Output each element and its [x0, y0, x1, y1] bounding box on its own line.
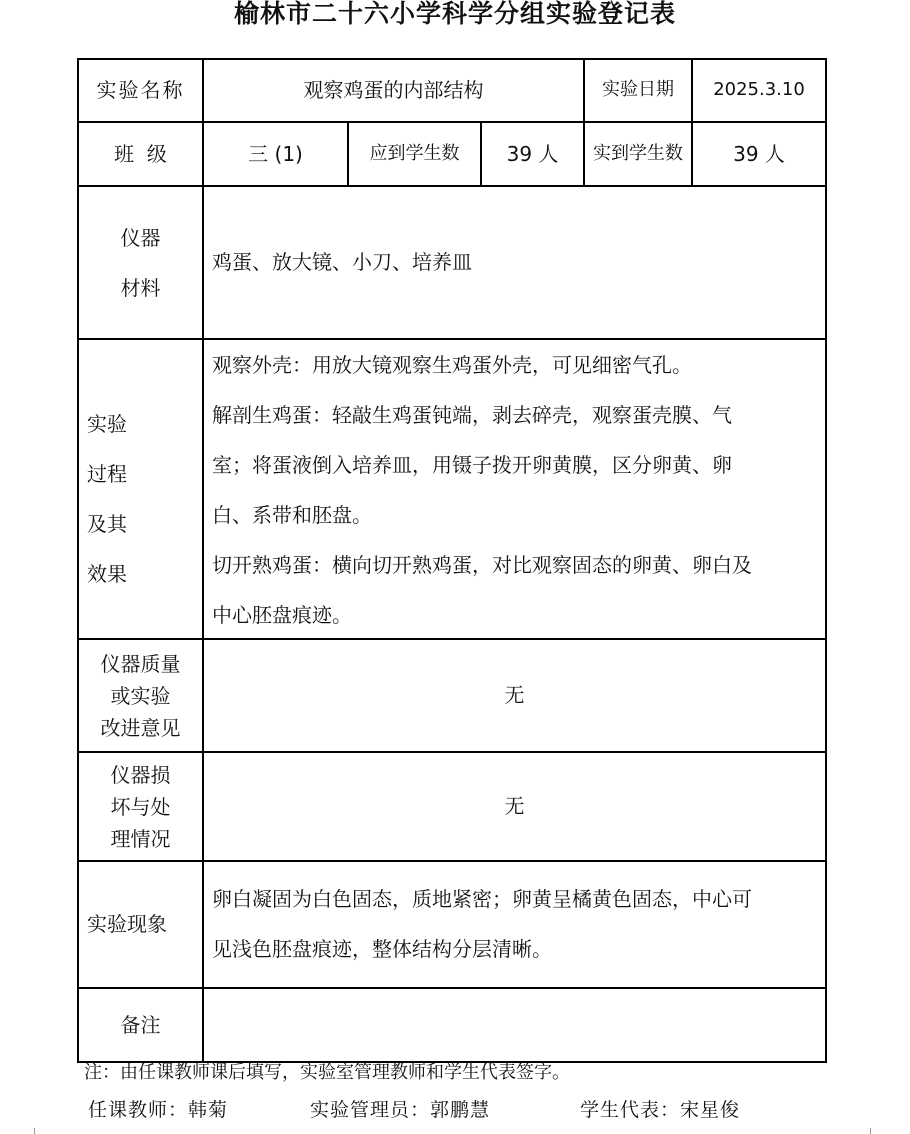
- page-edge-mark-left: [34, 1128, 35, 1134]
- class-label: 班 级: [77, 121, 204, 187]
- process-content: [202, 338, 827, 640]
- quality-label: [77, 638, 204, 753]
- process-label: [77, 338, 204, 640]
- quality-value: 无: [202, 638, 827, 753]
- phenomenon-label: 实验现象: [77, 860, 204, 989]
- remarks-value: [202, 987, 827, 1063]
- materials-label-lines: 仪器 材料: [120, 225, 161, 300]
- expected-students-value: 39 人: [480, 121, 585, 187]
- footer-note: 注：由任课教师课后填写，实验室管理教师和学生代表签字。: [84, 1062, 570, 1083]
- process-label-lines: 实验 过程 及其 效果: [87, 412, 127, 586]
- actual-students-value: 39 人: [691, 121, 827, 187]
- page-edge-mark-right: [870, 1128, 871, 1134]
- actual-students-label: 实到学生数: [583, 121, 693, 187]
- phenomenon-lines: 卵白凝固为白色固态，质地紧密；卵黄呈橘黄色固态，中心可 见浅色胚盘痕迹，整体结构分层清晰。: [212, 887, 752, 961]
- expected-students-label: 应到学生数: [347, 121, 482, 187]
- remarks-label: 备注: [77, 987, 204, 1063]
- teacher-signature: 任课教师：韩菊: [88, 1099, 229, 1121]
- experiment-name-label: 实验名称: [77, 58, 204, 123]
- materials-value: 鸡蛋、放大镜、小刀、培养皿: [202, 185, 827, 340]
- quality-label-lines: 仪器质量 或实验 改进意见: [100, 651, 181, 740]
- experiment-date-label: 实验日期: [583, 58, 693, 123]
- damage-label-lines: 仪器损 坏与处 理情况: [110, 762, 171, 851]
- damage-label: [77, 751, 204, 862]
- class-value: 三 (1): [202, 121, 349, 187]
- form-title: 榆林市二十六小学科学分组实验登记表: [233, 0, 676, 28]
- student-rep-signature: 学生代表：宋星俊: [580, 1099, 741, 1121]
- damage-value: 无: [202, 751, 827, 862]
- phenomenon-content: [202, 860, 827, 989]
- experiment-name-value: 观察鸡蛋的内部结构: [202, 58, 585, 123]
- lab-manager-signature: 实验管理员：郭鹏慧: [310, 1099, 491, 1121]
- experiment-date-value: 2025.3.10: [691, 58, 827, 123]
- process-lines: 观察外壳：用放大镜观察生鸡蛋外壳，可见细密气孔。 解剖生鸡蛋：轻敲生鸡蛋钝端，剥去碎壳，观察蛋壳膜、气 室；将蛋液倒入培养皿，用镊子拨开卵黄膜，区分卵黄、卵 白、系带和胚盘。 切开熟鸡蛋：横向切开熟鸡蛋，对比观察固态的卵黄、卵白及 中心胚盘痕迹。: [212, 353, 752, 627]
- materials-label: [77, 185, 204, 340]
